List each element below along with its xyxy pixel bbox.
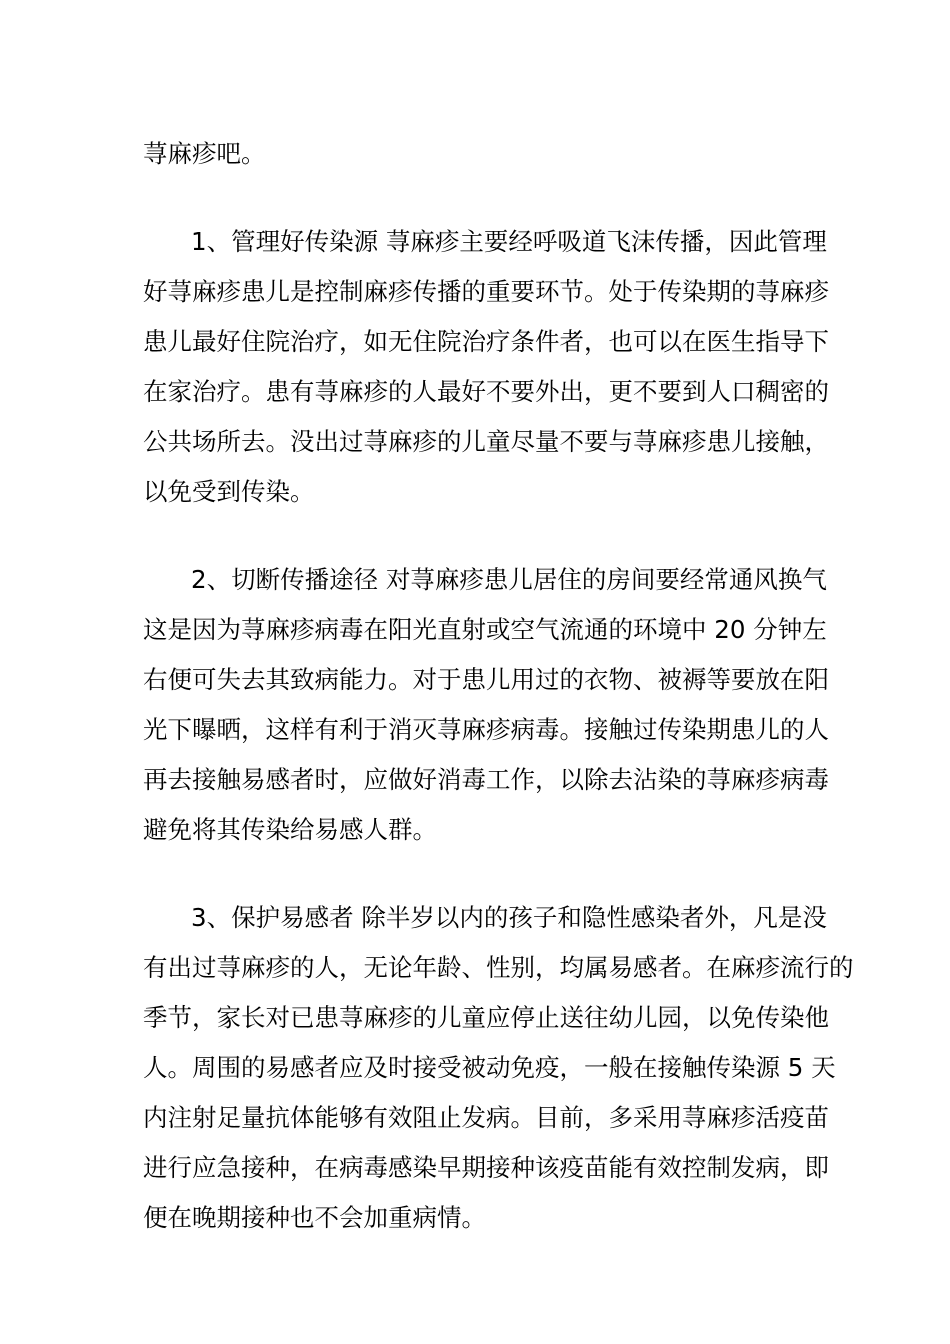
document-body bbox=[143, 129, 854, 1243]
text-line: 在家治疗。患有荨麻疹的人最好不要外出，更不要到人口稠密的 bbox=[143, 377, 829, 406]
text-line: 光下曝晒，这样有利于消灭荨麻疹病毒。接触过传染期患儿的人 bbox=[143, 715, 829, 744]
text-line: 右便可失去其致病能力。对于患儿用过的衣物、被褥等要放在阳 bbox=[143, 665, 829, 694]
text-line: 患儿最好住院治疗，如无住院治疗条件者，也可以在医生指导下 bbox=[143, 327, 829, 356]
text-line: 有出过荨麻疹的人，无论年龄、性别，均属易感者。在麻疹流行的 bbox=[143, 953, 854, 982]
text-line: 季节，家长对已患荨麻疹的儿童应停止送往幼儿园，以免传染他 bbox=[143, 1003, 829, 1032]
text-line: 内注射足量抗体能够有效阻止发病。目前，多采用荨麻疹活疫苗 bbox=[143, 1103, 829, 1132]
text-line: 荨麻疹吧。 bbox=[143, 139, 266, 168]
text-line: 好荨麻疹患儿是控制麻疹传播的重要环节。处于传染期的荨麻疹 bbox=[143, 277, 829, 306]
paragraph-item-3 bbox=[143, 893, 854, 1243]
text-line: 这是因为荨麻疹病毒在阳光直射或空气流通的环境中 20 分钟左 bbox=[143, 615, 827, 644]
text-line: 人。周围的易感者应及时接受被动免疫，一般在接触传染源 5 天 bbox=[143, 1053, 836, 1082]
paragraph-gap bbox=[143, 179, 815, 217]
text-line: 公共场所去。没出过荨麻疹的儿童尽量不要与荨麻疹患儿接触， bbox=[143, 427, 829, 456]
paragraph-gap bbox=[143, 517, 815, 555]
paragraph-gap bbox=[143, 855, 815, 893]
text-line: 2、切断传播途径 对荨麻疹患儿居住的房间要经常通风换气 bbox=[191, 565, 827, 594]
text-line: 再去接触易感者时，应做好消毒工作，以除去沾染的荨麻疹病毒 bbox=[143, 765, 829, 794]
text-line: 3、保护易感者 除半岁以内的孩子和隐性感染者外，凡是没 bbox=[191, 903, 827, 932]
text-line: 进行应急接种，在病毒感染早期接种该疫苗能有效控制发病，即 bbox=[143, 1153, 829, 1182]
text-line: 避免将其传染给易感人群。 bbox=[143, 815, 437, 844]
text-line: 1、管理好传染源 荨麻疹主要经呼吸道飞沫传播，因此管理 bbox=[191, 227, 827, 256]
paragraph-item-2 bbox=[143, 555, 829, 855]
paragraph-intro-tail bbox=[143, 129, 815, 179]
text-line: 以免受到传染。 bbox=[143, 477, 315, 506]
paragraph-item-1 bbox=[143, 217, 829, 517]
text-line: 便在晚期接种也不会加重病情。 bbox=[143, 1203, 486, 1232]
